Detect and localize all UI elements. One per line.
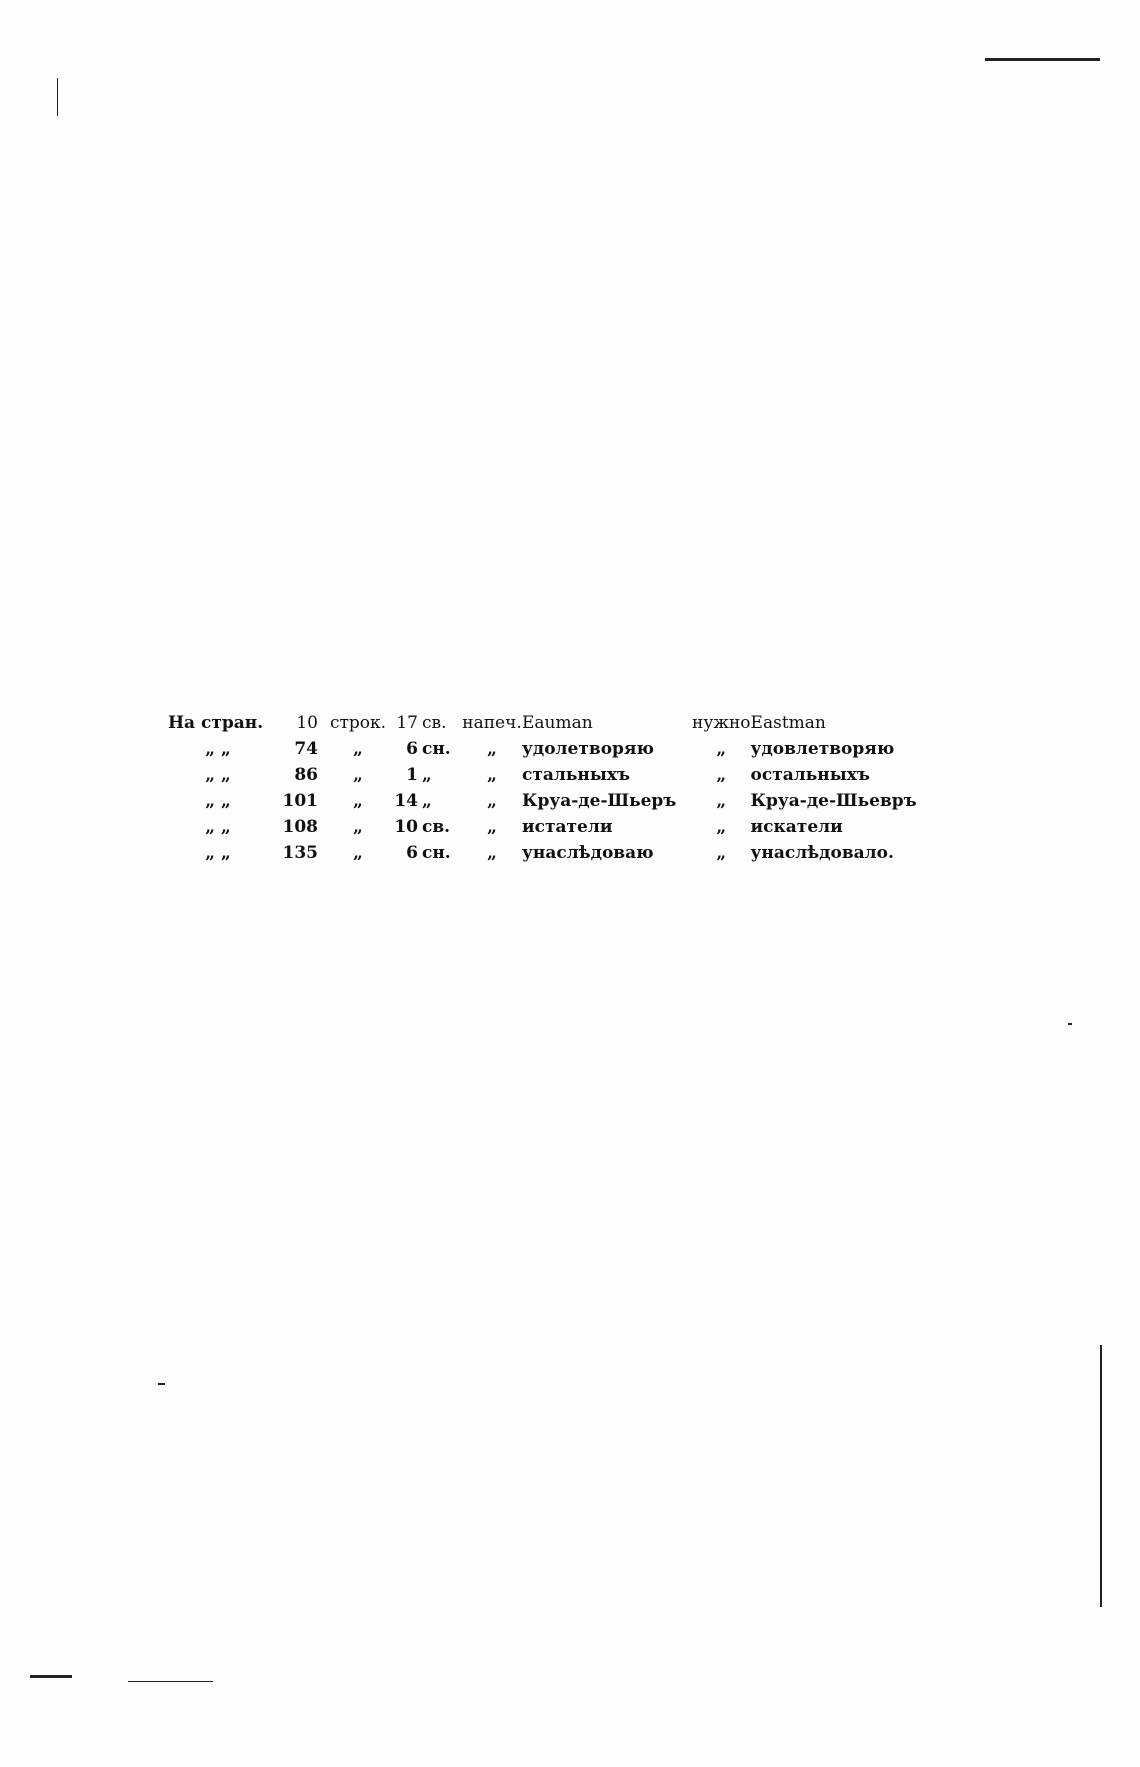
line-number: 17 bbox=[396, 713, 418, 733]
need-ditto: „ bbox=[716, 765, 727, 785]
wrong-text: Круа-де-Шьеръ bbox=[522, 791, 677, 811]
errata-table bbox=[168, 710, 931, 866]
page-number: 108 bbox=[282, 817, 318, 837]
line-direction: сн. bbox=[422, 739, 451, 759]
page-ditto: „ „ bbox=[205, 843, 231, 863]
correct-text: Круа-де-Шьевръ bbox=[750, 791, 917, 811]
wrong-text: стальныхъ bbox=[522, 765, 631, 785]
scan-edge-mark-right bbox=[1100, 1345, 1102, 1607]
scan-speck bbox=[1068, 1023, 1072, 1025]
page-number: 86 bbox=[294, 765, 318, 785]
correct-text: искатели bbox=[750, 817, 843, 837]
line-number: 14 bbox=[394, 791, 418, 811]
scan-edge-mark-bottom-left bbox=[30, 1675, 72, 1678]
need-ditto: „ bbox=[716, 739, 727, 759]
page-number: 135 bbox=[282, 843, 318, 863]
errata-row bbox=[168, 762, 931, 788]
line-label: строк. bbox=[329, 713, 387, 733]
page-ditto: „ „ bbox=[205, 739, 231, 759]
page-number: 101 bbox=[282, 791, 318, 811]
need-ditto: „ bbox=[716, 817, 727, 837]
page-ditto: „ „ bbox=[205, 817, 231, 837]
line-direction: св. bbox=[422, 713, 447, 733]
wrong-text: истатели bbox=[522, 817, 613, 837]
line-ditto: „ bbox=[353, 843, 363, 863]
correct-text: унаслѣдовало. bbox=[750, 843, 894, 863]
page-ditto: „ „ bbox=[205, 765, 231, 785]
errata-row bbox=[168, 736, 931, 762]
need-ditto: „ bbox=[716, 791, 727, 811]
wrong-text: унаслѣдоваю bbox=[522, 843, 654, 863]
printed-ditto: „ bbox=[487, 739, 497, 759]
errata-row bbox=[168, 788, 931, 814]
line-direction: „ bbox=[422, 791, 432, 811]
line-ditto: „ bbox=[353, 791, 363, 811]
line-number: 1 bbox=[406, 765, 418, 785]
wrong-text: Eauman bbox=[522, 713, 593, 733]
line-direction: сн. bbox=[422, 843, 451, 863]
scan-edge-mark-bottom bbox=[128, 1681, 213, 1682]
scan-edge-mark-top-right bbox=[985, 58, 1100, 61]
line-ditto: „ bbox=[353, 765, 363, 785]
correct-text: Eastman bbox=[750, 713, 826, 733]
wrong-text: удолетворяю bbox=[522, 739, 654, 759]
line-number: 6 bbox=[406, 843, 418, 863]
errata-row bbox=[168, 814, 931, 840]
printed-ditto: „ bbox=[487, 765, 497, 785]
correct-text: остальныхъ bbox=[750, 765, 870, 785]
line-direction: „ bbox=[422, 765, 432, 785]
line-direction: св. bbox=[422, 817, 451, 837]
line-ditto: „ bbox=[353, 739, 363, 759]
printed-ditto: „ bbox=[487, 791, 497, 811]
line-ditto: „ bbox=[353, 817, 363, 837]
need-label: нужно bbox=[692, 713, 751, 733]
line-number: 10 bbox=[394, 817, 418, 837]
page-ditto: „ „ bbox=[205, 791, 231, 811]
need-ditto: „ bbox=[716, 843, 727, 863]
page-number: 10 bbox=[296, 713, 318, 733]
page-number: 74 bbox=[294, 739, 318, 759]
correct-text: удовлетворяю bbox=[750, 739, 895, 759]
errata-row bbox=[168, 840, 931, 866]
printed-label: напеч. bbox=[462, 713, 522, 733]
printed-ditto: „ bbox=[487, 817, 497, 837]
errata-header-row bbox=[168, 710, 931, 736]
scan-speck bbox=[158, 1383, 165, 1385]
scan-edge-mark-left bbox=[57, 78, 58, 116]
line-number: 6 bbox=[406, 739, 418, 759]
printed-ditto: „ bbox=[487, 843, 497, 863]
page-label: На стран. bbox=[168, 713, 264, 733]
